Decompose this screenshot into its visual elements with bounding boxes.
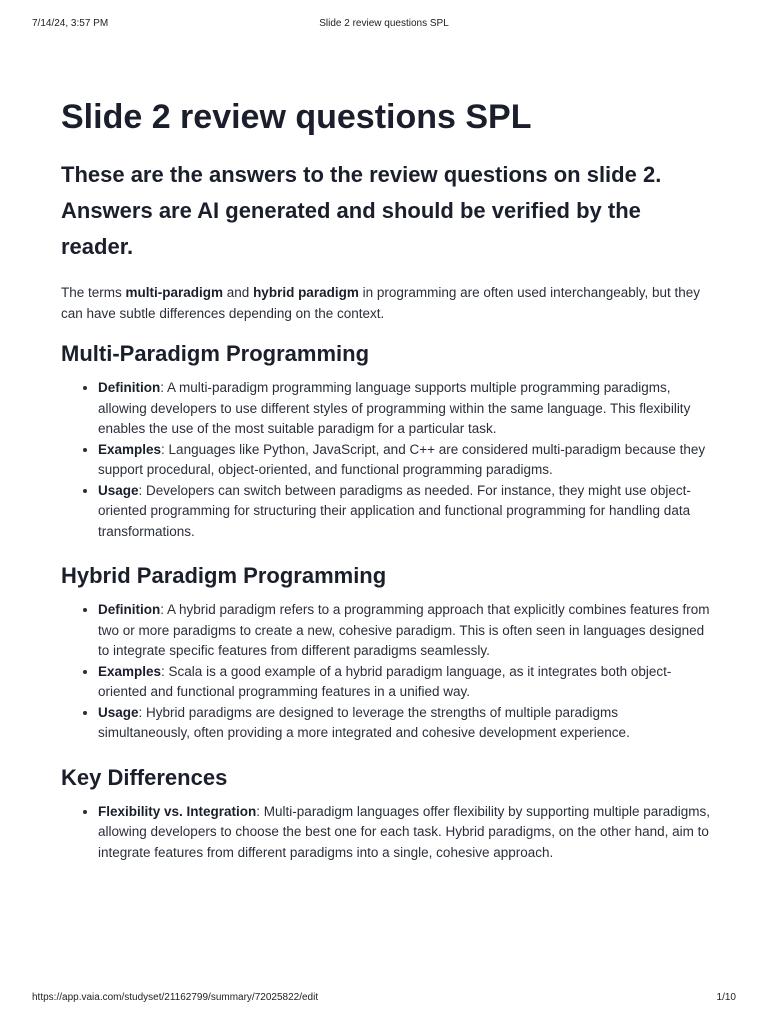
item-label: Examples xyxy=(98,441,162,457)
item-label: Flexibility vs. Integration xyxy=(98,803,257,819)
list-item xyxy=(98,440,711,481)
item-label: Definition xyxy=(98,380,161,395)
print-document-title: Slide 2 review questions SPL xyxy=(319,18,449,29)
item-label: Definition xyxy=(98,602,161,617)
item-text: : Scala is a good example of a hybrid paradigm language, as it integrates both object-oriented and functional programming features in a unified way. xyxy=(98,663,672,699)
list-item xyxy=(98,662,711,703)
document-content xyxy=(61,95,711,881)
section-heading-key-differences: Key Differences xyxy=(61,764,228,790)
list-item xyxy=(98,600,711,662)
item-text: : Hybrid paradigms are designed to leverage the strengths of multiple paradigms simultaneously, often providing a more integrated and cohesive development experience. xyxy=(98,704,630,740)
print-date: 7/14/24, 3:57 PM xyxy=(32,18,109,29)
item-text: : A hybrid paradigm refers to a programming approach that explicitly combines features from two or more paradigms to create a new, cohesive paradigm. This is often seen in languages designed to integrate specific features from different paradigms seamlessly. xyxy=(98,602,710,658)
key-differences-list xyxy=(61,802,711,864)
page-number: 1/10 xyxy=(716,992,736,1003)
page-subtitle: These are the answers to the review questions on slide 2. Answers are AI generated and should be verified by the reader. xyxy=(61,162,662,259)
print-url: https://app.vaia.com/studyset/21162799/summary/72025822/edit xyxy=(32,992,319,1003)
multi-paradigm-list xyxy=(61,378,711,542)
print-footer xyxy=(32,992,736,1006)
item-label: Examples xyxy=(98,663,162,679)
intro-text-post: in programming are often used interchangeably, but they can have subtle differences depending on the context. xyxy=(61,285,701,321)
section-heading-hybrid-paradigm: Hybrid Paradigm Programming xyxy=(61,563,387,588)
intro-text-mid: and xyxy=(223,285,254,300)
list-item xyxy=(98,378,711,440)
list-item xyxy=(98,802,711,864)
print-header xyxy=(32,18,736,32)
item-label: Usage xyxy=(98,482,139,498)
page-title: Slide 2 review questions SPL xyxy=(61,98,532,136)
item-text: : Languages like Python, JavaScript, and C++ are considered multi-paradigm because they support procedural, object-oriented, and functional programming paradigms. xyxy=(98,441,706,477)
intro-text-pre: The terms xyxy=(61,285,126,300)
item-text: : Developers can switch between paradigms as needed. For instance, they might use object-oriented programming for structuring their application and functional programming for handling data transformations. xyxy=(98,482,691,539)
section-heading-multi-paradigm: Multi-Paradigm Programming xyxy=(61,341,370,366)
intro-term-hybrid-paradigm: hybrid paradigm xyxy=(253,285,359,300)
item-text: : A multi-paradigm programming language supports multiple programming paradigms, allowing developers to use different styles of programming within the same language. This flexibility enables the use of the most suitable paradigm for a particular task. xyxy=(98,380,691,436)
intro-term-multi-paradigm: multi-paradigm xyxy=(125,285,224,300)
list-item xyxy=(98,481,711,543)
list-item xyxy=(98,703,711,744)
hybrid-paradigm-list xyxy=(61,600,711,744)
intro-paragraph xyxy=(61,282,711,324)
item-label: Usage xyxy=(98,704,139,720)
item-text: : Multi-paradigm languages offer flexibility by supporting multiple paradigms, allowing developers to choose the best one for each task. Hybrid paradigms, on the other hand, aim to integrate features from different paradigms into a single, cohesive approach. xyxy=(98,803,711,860)
